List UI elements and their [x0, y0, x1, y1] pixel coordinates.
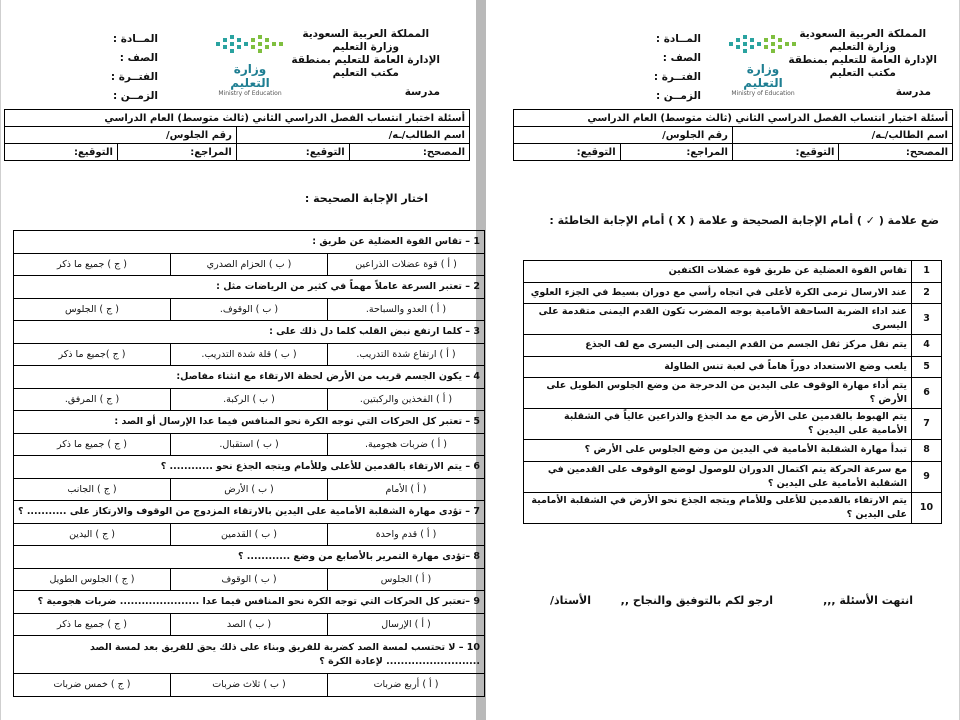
- statement-row: [524, 282, 942, 304]
- answer-option[interactable]: ( ج ) جميع ما ذكر: [14, 613, 171, 636]
- answer-option[interactable]: ( ب ) الركبة.: [171, 388, 328, 411]
- options-row: [14, 253, 485, 276]
- corrector-field[interactable]: المصحح:: [349, 144, 469, 161]
- corrector-signature-field[interactable]: التوقيع:: [236, 144, 349, 161]
- statement-text[interactable]: يتم الارتقاء بالقدمين للأعلى وللأمام ويتجه الجذع نحو الأرض في الشقلبة الأمامية على اليدين ؟: [524, 492, 912, 523]
- question-row: [14, 366, 485, 389]
- meta-grade: الصف :: [119, 52, 158, 64]
- statement-row: [524, 440, 942, 462]
- answer-option[interactable]: ( ب ) القدمين: [171, 523, 328, 546]
- question-row: [14, 321, 485, 344]
- options-row: [14, 568, 485, 591]
- ministry-line: وزارة التعليم: [829, 41, 897, 53]
- options-row: [14, 613, 485, 636]
- answer-option[interactable]: ( ب ) ثلاث ضربات: [171, 674, 328, 697]
- options-row: [14, 478, 485, 501]
- ministry-line: مكتب التعليم: [829, 67, 896, 79]
- statement-text[interactable]: يلعب وضع الاستعداد دوراً هاماً في لعبة تنس الطاولة: [524, 356, 912, 378]
- true-false-table: [523, 260, 942, 524]
- statement-text[interactable]: مع سرعة الحركة يتم اكتمال الدوران للوصول لوضع الوقوف على القدمين في الشقلبة الأمامية على اليدين ؟: [524, 461, 912, 492]
- answer-option[interactable]: ( ب ) الحزام الصدري: [171, 253, 328, 276]
- statement-text[interactable]: يتم الهبوط بالقدمين على الأرض مع مد الجذع والذراعين عالياً في الشقلبة الأمامية على اليدين ؟: [524, 409, 912, 440]
- question-stem: 1 – تقاس القوة العضلية عن طريق :: [14, 231, 485, 254]
- question-stem: 4 – يكون الجسم قريب من الأرض لحظة الارتقاء مع انثناء مفاصل:: [14, 366, 485, 389]
- statement-text[interactable]: يتم نقل مركز ثقل الجسم من القدم اليمنى إلى اليسرى مع لف الجذع: [524, 335, 912, 357]
- reviewer-field[interactable]: المراجع:: [620, 144, 732, 161]
- meta-duration: الزمــن :: [112, 90, 158, 102]
- statement-number: 3: [912, 304, 942, 335]
- meta-period: الفتــرة :: [110, 71, 158, 83]
- logo-english-text: Ministry of Education: [218, 90, 282, 97]
- logo-english-text: Ministry of Education: [731, 90, 795, 97]
- question-stem: 5 – تعتبر كل الحركات التي توجه الكرة نحو المنافس فيما عدا الإرسال أو الصد :: [14, 411, 485, 434]
- mcq-table: [13, 230, 485, 697]
- statement-number: 6: [912, 378, 942, 409]
- ministry-logo-icon: [727, 32, 799, 58]
- statement-row: [524, 378, 942, 409]
- answer-option[interactable]: ( أ ) الفخذين والركبتين.: [328, 388, 485, 411]
- statement-row: [524, 461, 942, 492]
- corrector-signature-field[interactable]: التوقيع:: [732, 144, 839, 161]
- answer-option[interactable]: ( ب ) استقبال.: [171, 433, 328, 456]
- statement-row: [524, 304, 942, 335]
- exam-info-table: [4, 109, 470, 161]
- answer-option[interactable]: ( أ ) ضربات هجومية.: [328, 433, 485, 456]
- ministry-line: الإدارة العامة للتعليم بمنطقة: [291, 54, 440, 66]
- answer-option[interactable]: ( ج ) خمس ضربات: [14, 674, 171, 697]
- reviewer-signature-field[interactable]: التوقيع:: [5, 144, 118, 161]
- answer-option[interactable]: ( ج ) المرفق.: [14, 388, 171, 411]
- answer-option[interactable]: ( ب ) الوقوف.: [171, 298, 328, 321]
- exam-meta: [654, 30, 701, 106]
- meta-period: الفتــرة :: [653, 71, 701, 83]
- exam-title: أسئلة اختبار انتساب الفصل الدراسي الثاني (ثالث متوسط) العام الدراسي: [514, 110, 953, 127]
- reviewer-signature-field[interactable]: التوقيع:: [514, 144, 621, 161]
- statement-text[interactable]: عند الارسال ترمى الكرة لأعلى في اتجاه رأسي مع دوران بسيط في الجزء العلوي: [524, 282, 912, 304]
- options-row: [14, 674, 485, 697]
- statement-text[interactable]: يتم أداء مهارة الوقوف على اليدين من الدحرجة من وضع الجلوس الطويل على الأرض ؟: [524, 378, 912, 409]
- student-name-field[interactable]: اسم الطالب/ـه/: [732, 127, 952, 144]
- ministry-logo: [727, 32, 799, 97]
- meta-grade: الصف :: [662, 52, 701, 64]
- mcq-instruction: اختار الإجابة الصحيحة :: [304, 192, 428, 205]
- answer-option[interactable]: ( ج ) الجانب: [14, 478, 171, 501]
- statement-number: 9: [912, 461, 942, 492]
- answer-option[interactable]: ( ج ) الجلوس الطويل: [14, 568, 171, 591]
- question-stem: 2 – تعتبر السرعة عاملاً مهماً في كثير من الرياضات مثل :: [14, 276, 485, 299]
- answer-option[interactable]: ( ج ) اليدين: [14, 523, 171, 546]
- answer-option[interactable]: ( أ ) أربع ضربات: [328, 674, 485, 697]
- school-label: مدرسة: [404, 86, 440, 98]
- options-row: [14, 523, 485, 546]
- ministry-logo-icon: [214, 32, 286, 58]
- logo-arabic-text: وزارة التعليم: [743, 62, 783, 90]
- statement-row: [524, 335, 942, 357]
- ministry-line: وزارة التعليم: [332, 41, 400, 53]
- question-row: [14, 276, 485, 299]
- question-row: [14, 591, 485, 614]
- options-row: [14, 298, 485, 321]
- question-row: [14, 231, 485, 254]
- question-stem: 7 – تؤدى مهارة الشقلبة الأمامية على اليدين بالارتقاء المزدوج من الوقوف والارتكاز على ........... ؟: [14, 501, 485, 524]
- ministry-header: [788, 28, 937, 80]
- answer-option[interactable]: ( ج )جميع ما ذكر: [14, 343, 171, 366]
- seat-number-field[interactable]: رقم الجلوس/: [514, 127, 733, 144]
- answer-option[interactable]: ( ب ) الوقوف: [171, 568, 328, 591]
- statement-text[interactable]: عند اداء الضربة الساحقة الأمامية بوجه المضرب تكون القدم اليمنى متقدمة على اليسرى: [524, 304, 912, 335]
- question-stem: 8 –تؤدى مهارة التمرير بالأصابع من وضع ............ ؟: [14, 546, 485, 569]
- ministry-line: الإدارة العامة للتعليم بمنطقة: [788, 54, 937, 66]
- question-row: [14, 501, 485, 524]
- answer-option[interactable]: ( ب ) الأرض: [171, 478, 328, 501]
- answer-option[interactable]: ( أ ) العدو والسباحة.: [328, 298, 485, 321]
- statement-row: [524, 261, 942, 283]
- answer-option[interactable]: ( ب ) الصد: [171, 613, 328, 636]
- true-false-instruction: ضع علامة ( ✓ ) أمام الإجابة الصحيحة و علامة ( X ) أمام الإجابة الخاطئة :: [549, 214, 939, 227]
- statement-number: 7: [912, 409, 942, 440]
- meta-subject: المــادة :: [655, 33, 701, 45]
- closing-end-text: انتهت الأسئلة ,,,: [823, 594, 913, 607]
- closing-wish-text: ارجو لكم بالتوفيق والنجاح ,,: [620, 594, 773, 607]
- statement-number: 2: [912, 282, 942, 304]
- question-stem: 10 – لا تحتسب لمسة الصد كضربة للفريق وبناء على ذلك يحق للفريق بعد لمسة الصد .......................... لإعادة الكرة ؟: [14, 636, 485, 674]
- answer-option[interactable]: ( أ ) قدم واحدة: [328, 523, 485, 546]
- student-name-field[interactable]: اسم الطالب/ـه/: [236, 127, 469, 144]
- corrector-field[interactable]: المصحح:: [839, 144, 953, 161]
- question-row: [14, 546, 485, 569]
- statement-row: [524, 356, 942, 378]
- ministry-logo: [214, 32, 286, 97]
- meta-subject: المــادة :: [112, 33, 158, 45]
- question-row: [14, 411, 485, 434]
- answer-option[interactable]: ( ج ) جميع ما ذكر: [14, 253, 171, 276]
- statement-row: [524, 492, 942, 523]
- statement-text[interactable]: تبدأ مهارة الشقلبة الأمامية في اليدين من وضع الجلوس على الأرض ؟: [524, 440, 912, 462]
- statement-text[interactable]: تقاس القوة العضلية عن طريق قوة عضلات الكتفين: [524, 261, 912, 283]
- statement-number: 8: [912, 440, 942, 462]
- ministry-line: المملكة العربية السعودية: [799, 28, 927, 40]
- options-row: [14, 343, 485, 366]
- question-stem: 3 – كلما ارتفع نبض القلب كلما دل ذلك على :: [14, 321, 485, 344]
- options-row: [14, 433, 485, 456]
- exam-page-true-false: [486, 0, 960, 720]
- answer-option[interactable]: ( أ ) الأمام: [328, 478, 485, 501]
- question-stem: 9 –تعتبر كل الحركات التي توجه الكرة نحو المنافس فيما عدا ...................... ضربات هجومية ؟: [14, 591, 485, 614]
- ministry-header: [291, 28, 440, 80]
- statement-number: 5: [912, 356, 942, 378]
- exam-meta: [111, 30, 158, 106]
- reviewer-field[interactable]: المراجع:: [117, 144, 236, 161]
- answer-option[interactable]: ( ج ) الجلوس: [14, 298, 171, 321]
- exam-info-table: [513, 109, 953, 161]
- statement-number: 1: [912, 261, 942, 283]
- exam-title: أسئلة اختبار انتساب الفصل الدراسي الثاني (ثالث متوسط) العام الدراسي: [5, 110, 470, 127]
- answer-option[interactable]: ( أ ) ارتفاع شدة التدريب.: [328, 343, 485, 366]
- answer-option[interactable]: ( ب ) قلة شدة التدريب.: [171, 343, 328, 366]
- question-row: [14, 456, 485, 479]
- statement-number: 10: [912, 492, 942, 523]
- seat-number-field[interactable]: رقم الجلوس/: [5, 127, 237, 144]
- question-stem: 6 – يتم الارتقاء بالقدمين للأعلى وللأمام ويتجه الجذع نحو ............ ؟: [14, 456, 485, 479]
- school-label: مدرسة: [895, 86, 931, 98]
- answer-option[interactable]: ( ج ) جميع ما ذكر: [14, 433, 171, 456]
- ministry-line: المملكة العربية السعودية: [302, 28, 430, 40]
- meta-duration: الزمــن :: [655, 90, 701, 102]
- question-row: [14, 636, 485, 674]
- answer-option[interactable]: ( أ ) الجلوس: [328, 568, 485, 591]
- answer-option[interactable]: ( أ ) قوة عضلات الذراعين: [328, 253, 485, 276]
- logo-arabic-text: وزارة التعليم: [230, 62, 270, 90]
- ministry-line: مكتب التعليم: [332, 67, 399, 79]
- statement-number: 4: [912, 335, 942, 357]
- options-row: [14, 388, 485, 411]
- closing-teacher-label: الأستاذ/: [549, 594, 591, 607]
- statement-row: [524, 409, 942, 440]
- answer-option[interactable]: ( أ ) الإرسال: [328, 613, 485, 636]
